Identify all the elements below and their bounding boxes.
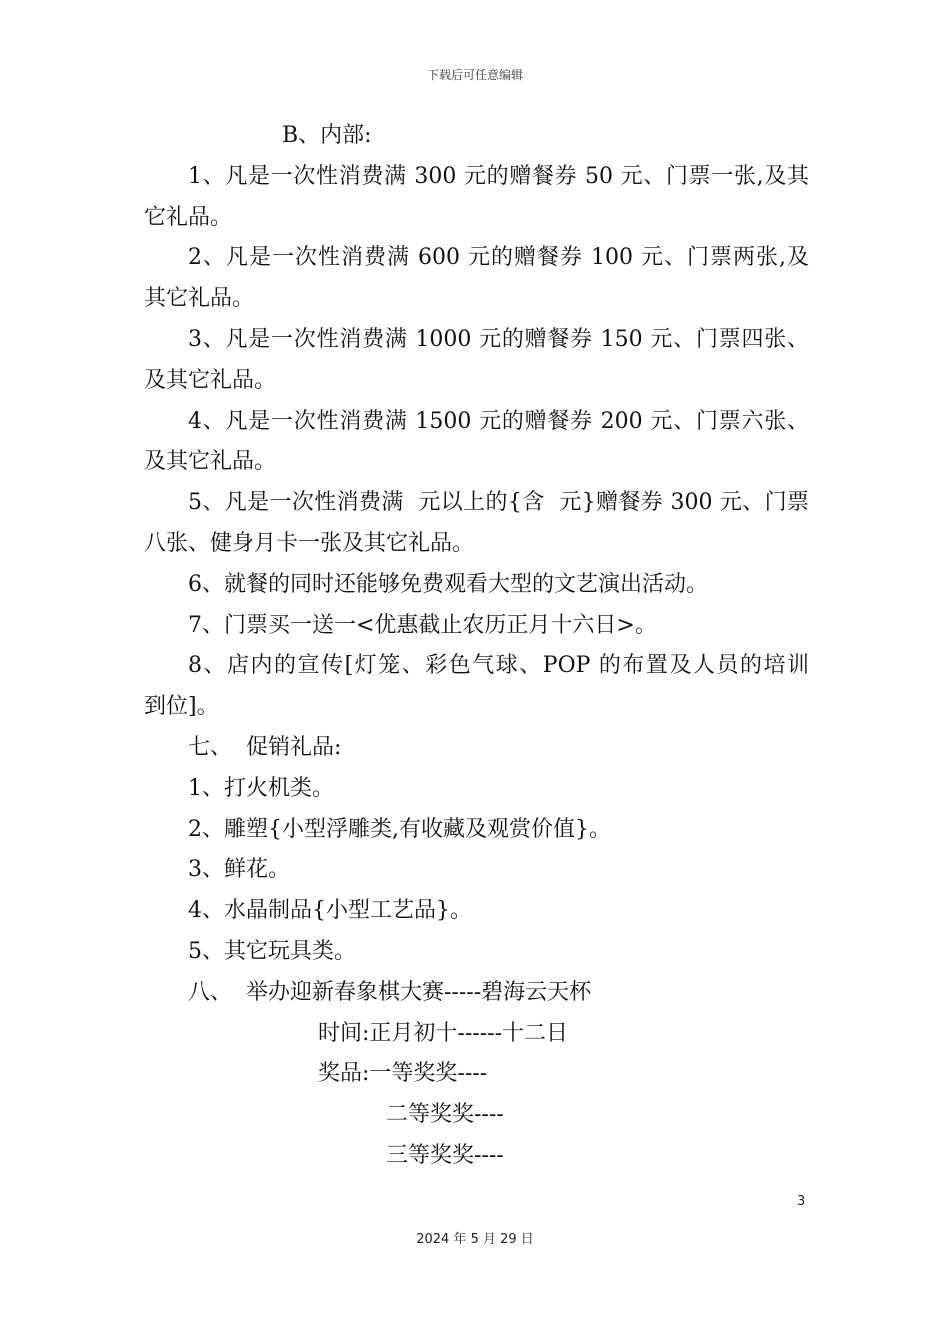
page-number: 3 <box>797 1194 806 1209</box>
list-item: 5、其它玩具类。 <box>188 938 356 964</box>
section-heading-chess: 八、 举办迎新春象棋大赛-----碧海云天杯 <box>188 979 592 1005</box>
section-heading-gifts: 七、 促销礼品: <box>188 734 342 760</box>
paragraph-line: 6、就餐的同时还能够免费观看大型的文艺演出活动。 <box>188 571 708 597</box>
paragraph-line: 2、凡是一次性消费满 600 元的赠餐券 100 元、门票两张,及 <box>188 245 809 271</box>
paragraph-line: 5、凡是一次性消费满 元以上的{含 元}赠餐券 300 元、门票 <box>188 490 809 516</box>
paragraph-line: 及其它礼品。 <box>144 367 277 393</box>
paragraph-line: 4、凡是一次性消费满 1500 元的赠餐券 200 元、门票六张、 <box>188 408 809 434</box>
list-item: 3、鲜花。 <box>188 857 290 883</box>
document-body <box>144 116 809 1177</box>
event-time: 时间:正月初十------十二日 <box>318 1020 569 1046</box>
section-heading-internal: B、内部: <box>282 123 372 148</box>
list-item: 4、水晶制品{小型工艺品}。 <box>188 898 472 924</box>
list-item: 1、打火机类。 <box>188 775 334 801</box>
paragraph-line: 到位]。 <box>144 694 219 720</box>
paragraph-line: 它礼品。 <box>144 204 233 230</box>
paragraph-line: 8、店内的宣传[灯笼、彩色气球、POP 的布置及人员的培训 <box>188 653 809 679</box>
paragraph-line: 1、凡是一次性消费满 300 元的赠餐券 50 元、门票一张,及其 <box>188 163 809 189</box>
footer-date: 2024 年 5 月 29 日 <box>416 1232 534 1247</box>
prize-first: 奖品:一等奖奖---- <box>318 1061 488 1087</box>
paragraph-line: 3、凡是一次性消费满 1000 元的赠餐券 150 元、门票四张、 <box>188 326 809 352</box>
prize-third: 三等奖奖---- <box>386 1142 504 1168</box>
paragraph-line: 其它礼品。 <box>144 286 255 312</box>
paragraph-line: 7、门票买一送一<优惠截止农历正月十六日>。 <box>188 612 657 638</box>
paragraph-line: 及其它礼品。 <box>144 449 277 475</box>
prize-second: 二等奖奖---- <box>386 1102 504 1128</box>
paragraph-line: 八张、健身月卡一张及其它礼品。 <box>144 530 475 556</box>
page-header: 下载后可任意编辑 <box>426 68 523 82</box>
list-item: 2、雕塑{小型浮雕类,有收藏及观赏价值}。 <box>188 816 611 842</box>
